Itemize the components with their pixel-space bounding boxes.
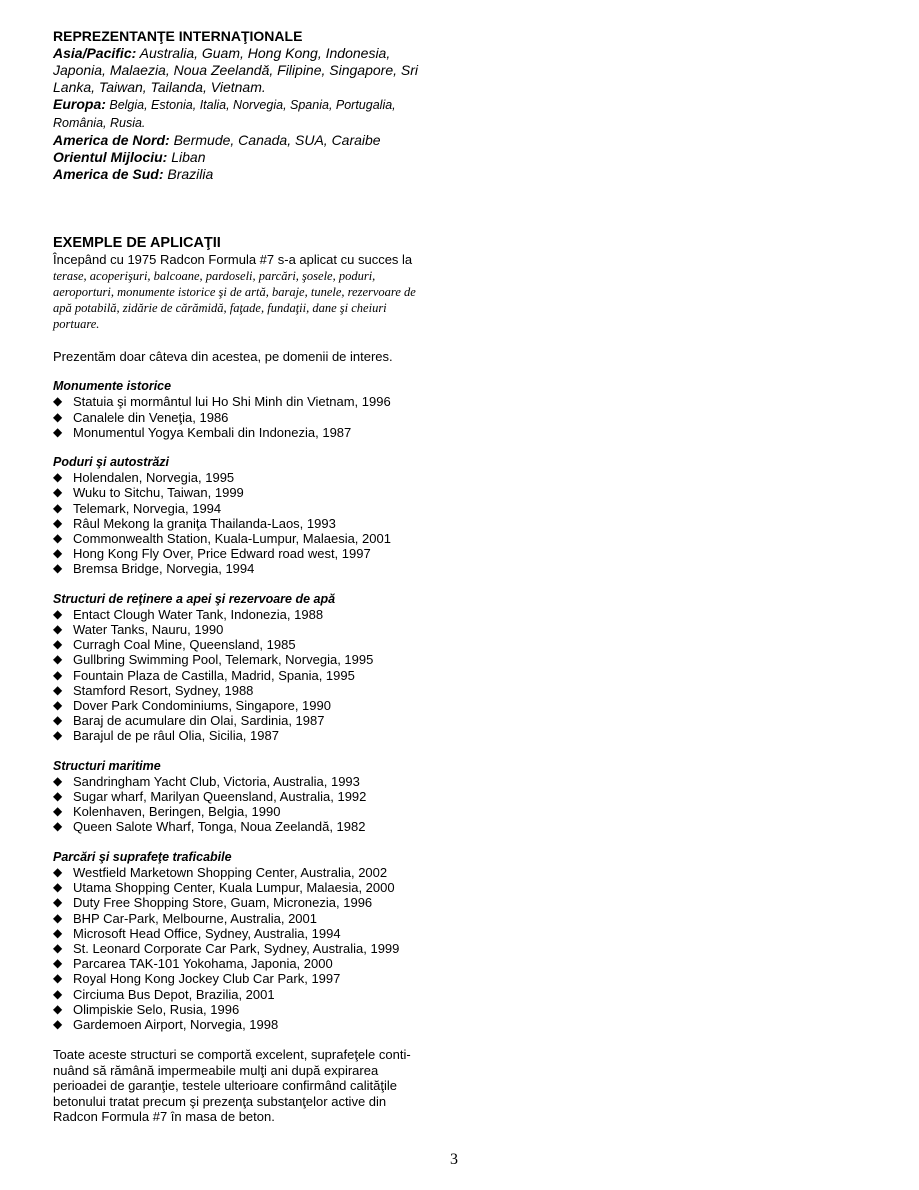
- list-item-text: Utama Shopping Center, Kuala Lumpur, Malaesia, 2000: [73, 880, 395, 896]
- list-item-text: Westfield Marketown Shopping Center, Australia, 2002: [73, 864, 388, 880]
- list-item: [53, 880, 433, 895]
- list-item: [53, 652, 433, 667]
- diamond-bullet-icon: ◆: [53, 895, 63, 910]
- page-number: 3: [450, 1151, 458, 1168]
- list-item-text: Microsoft Head Office, Sydney, Australia, 1994: [73, 925, 341, 941]
- list-item: [53, 987, 433, 1002]
- representatives-heading: REPREZENTANŢE INTERNAŢIONALE: [53, 28, 303, 44]
- diamond-bullet-icon: ◆: [53, 773, 63, 788]
- list-item-text: Monumentul Yogya Kembali din Indonezia, 1987: [73, 424, 352, 440]
- list-item-text: Curragh Coal Mine, Queensland, 1985: [73, 637, 296, 653]
- list-item: [53, 501, 433, 516]
- diamond-bullet-icon: ◆: [53, 713, 63, 728]
- rep-america-nord-label: America de Nord:: [53, 132, 170, 148]
- list-item: [53, 865, 433, 880]
- list-item: [53, 819, 433, 834]
- diamond-bullet-icon: ◆: [53, 804, 63, 819]
- list-item: [53, 410, 433, 425]
- diamond-bullet-icon: ◆: [53, 500, 63, 515]
- rep-america-sud-text: Brazilia: [163, 166, 214, 182]
- diamond-bullet-icon: ◆: [53, 956, 63, 971]
- list-item-text: Parcarea TAK-101 Yokohama, Japonia, 2000: [73, 956, 333, 972]
- category-list: [53, 774, 433, 835]
- diamond-bullet-icon: ◆: [53, 667, 63, 682]
- rep-europa-label: Europa:: [53, 96, 106, 112]
- diamond-bullet-icon: ◆: [53, 698, 63, 713]
- list-item-text: Duty Free Shopping Store, Guam, Micronezia, 1996: [73, 895, 373, 911]
- diamond-bullet-icon: ◆: [53, 394, 63, 409]
- list-item: [53, 789, 433, 804]
- list-item: [53, 956, 433, 971]
- list-item: [53, 470, 433, 485]
- list-item: [53, 804, 433, 819]
- rep-asia-text: Australia, Guam, Hong Kong, Indonesia, Japonia, Malaezia, Noua Zeelandă, Filipine, Singapore, Sri Lanka, Taiwan, Tailanda, Vietnam.: [53, 45, 418, 95]
- list-item: [53, 622, 433, 637]
- diamond-bullet-icon: ◆: [53, 424, 63, 439]
- list-item-text: Olimpiskie Selo, Rusia, 1996: [73, 1001, 240, 1017]
- list-item-text: Gardemoen Airport, Norvegia, 1998: [73, 1016, 279, 1032]
- rep-asia: [53, 45, 433, 96]
- rep-orient-text: Liban: [167, 149, 206, 165]
- list-item: [53, 698, 433, 713]
- diamond-bullet-icon: ◆: [53, 485, 63, 500]
- category-title: Parcări şi suprafeţe traficabile: [53, 849, 232, 864]
- list-item: [53, 394, 433, 409]
- diamond-bullet-icon: ◆: [53, 728, 63, 743]
- rep-orient-label: Orientul Mijlociu:: [53, 149, 168, 165]
- list-item: [53, 531, 433, 546]
- examples-heading: EXEMPLE DE APLICAŢII: [53, 235, 221, 251]
- rep-asia-label: Asia/Pacific:: [53, 45, 137, 61]
- diamond-bullet-icon: ◆: [53, 622, 63, 637]
- diamond-bullet-icon: ◆: [53, 925, 63, 940]
- list-item-text: Sandringham Yacht Club, Victoria, Australia, 1993: [73, 773, 360, 789]
- page-content: [53, 28, 433, 1125]
- rep-america-nord: [53, 132, 433, 149]
- list-item: [53, 971, 433, 986]
- list-item: [53, 546, 433, 561]
- rep-america-sud: [53, 166, 433, 183]
- list-item-text: Barajul de pe râul Olia, Sicilia, 1987: [73, 728, 279, 744]
- list-item-text: Fountain Plaza de Castilla, Madrid, Spania, 1995: [73, 667, 355, 683]
- list-item: [53, 485, 433, 500]
- rep-europa: [53, 96, 433, 132]
- diamond-bullet-icon: ◆: [53, 864, 63, 879]
- examples-intro-list: terase, acoperişuri, balcoane, pardoseli, parcări, şosele, poduri, aeroporturi, monumente istorice şi de artă, baraje, tunele, rezervoare de apă potabilă, zidărie de cărămidă, faţade, fundaţii, dane şi cheiuri portuare.: [53, 269, 416, 331]
- list-item-text: Bremsa Bridge, Norvegia, 1994: [73, 561, 255, 577]
- list-item: [53, 895, 433, 910]
- diamond-bullet-icon: ◆: [53, 409, 63, 424]
- list-item: [53, 516, 433, 531]
- diamond-bullet-icon: ◆: [53, 606, 63, 621]
- list-item-text: Water Tanks, Nauru, 1990: [73, 622, 224, 638]
- diamond-bullet-icon: ◆: [53, 531, 63, 546]
- list-item: [53, 728, 433, 743]
- list-item: [53, 425, 433, 440]
- diamond-bullet-icon: ◆: [53, 910, 63, 925]
- list-item-text: Entact Clough Water Tank, Indonezia, 1988: [73, 606, 324, 622]
- list-item: [53, 713, 433, 728]
- list-item: [53, 941, 433, 956]
- diamond-bullet-icon: ◆: [53, 652, 63, 667]
- rep-america-sud-label: America de Sud:: [53, 166, 164, 182]
- diamond-bullet-icon: ◆: [53, 515, 63, 530]
- list-item: [53, 607, 433, 622]
- category-title: Poduri şi autostrăzi: [53, 455, 169, 470]
- category-title: Structuri de reţinere a apei şi rezervoare de apă: [53, 591, 336, 606]
- list-item-text: Wuku to Sitchu, Taiwan, 1999: [73, 485, 244, 501]
- categories: [53, 379, 433, 1032]
- list-item-text: Circiuma Bus Depot, Brazilia, 2001: [73, 986, 275, 1002]
- list-item-text: Dover Park Condominiums, Singapore, 1990: [73, 698, 331, 714]
- list-item: [53, 637, 433, 652]
- list-item: [53, 668, 433, 683]
- category-title: Structuri maritime: [53, 758, 161, 773]
- category-list: [53, 394, 433, 440]
- list-item-text: Royal Hong Kong Jockey Club Car Park, 1997: [73, 971, 341, 987]
- list-item-text: Statuia şi mormântul lui Ho Shi Minh din Vietnam, 1996: [73, 394, 391, 410]
- diamond-bullet-icon: ◆: [53, 561, 63, 576]
- list-item: [53, 926, 433, 941]
- diamond-bullet-icon: ◆: [53, 986, 63, 1001]
- list-item-text: Queen Salote Wharf, Tonga, Noua Zeelandă, 1982: [73, 819, 366, 835]
- list-item: [53, 1002, 433, 1017]
- category-list: [53, 470, 433, 576]
- diamond-bullet-icon: ◆: [53, 971, 63, 986]
- list-item-text: BHP Car-Park, Melbourne, Australia, 2001: [73, 910, 317, 926]
- category-list: [53, 865, 433, 1032]
- list-item-text: Stamford Resort, Sydney, 1988: [73, 682, 254, 698]
- list-item-text: Holendalen, Norvegia, 1995: [73, 470, 235, 486]
- list-item-text: Hong Kong Fly Over, Price Edward road west, 1997: [73, 546, 371, 562]
- diamond-bullet-icon: ◆: [53, 546, 63, 561]
- diamond-bullet-icon: ◆: [53, 880, 63, 895]
- examples-present: Prezentăm doar câteva din acestea, pe domenii de interes.: [53, 349, 393, 364]
- diamond-bullet-icon: ◆: [53, 789, 63, 804]
- list-item: [53, 561, 433, 576]
- diamond-bullet-icon: ◆: [53, 682, 63, 697]
- diamond-bullet-icon: ◆: [53, 819, 63, 834]
- diamond-bullet-icon: ◆: [53, 637, 63, 652]
- list-item: [53, 774, 433, 789]
- list-item-text: Baraj de acumulare din Olai, Sardinia, 1987: [73, 713, 325, 729]
- list-item: [53, 1017, 433, 1032]
- diamond-bullet-icon: ◆: [53, 470, 63, 485]
- list-item-text: Canalele din Veneţia, 1986: [73, 409, 229, 425]
- list-item: [53, 683, 433, 698]
- rep-orient: [53, 149, 433, 166]
- category-title: Monumente istorice: [53, 379, 172, 394]
- category-list: [53, 607, 433, 744]
- diamond-bullet-icon: ◆: [53, 1001, 63, 1016]
- list-item-text: Commonwealth Station, Kuala-Lumpur, Malaesia, 2001: [73, 531, 391, 547]
- diamond-bullet-icon: ◆: [53, 1016, 63, 1031]
- list-item-text: Telemark, Norvegia, 1994: [73, 500, 222, 516]
- rep-america-nord-text: Bermude, Canada, SUA, Caraibe: [169, 132, 381, 148]
- list-item-text: Kolenhaven, Beringen, Belgia, 1990: [73, 804, 281, 820]
- list-item-text: Râul Mekong la graniţa Thailanda-Laos, 1993: [73, 515, 336, 531]
- rep-europa-text: Belgia, Estonia, Italia, Norvegia, Spania, Portugalia, România, Rusia.: [53, 98, 396, 130]
- closing-paragraph: Toate aceste structuri se comportă excelent, suprafeţele conti-nuând să rămână impermeabile mulţi ani după expirarea perioadei de garanţie, testele ulterioare confirmând calităţile betonului tratat precum şi prezenţa substanţelor active din Radcon Formula #7 în masa de beton.: [53, 1047, 411, 1125]
- list-item-text: St. Leonard Corporate Car Park, Sydney, Australia, 1999: [73, 940, 400, 956]
- examples-intro: Începând cu 1975 Radcon Formula #7 s-a aplicat cu succes la: [53, 252, 413, 267]
- diamond-bullet-icon: ◆: [53, 940, 63, 955]
- list-item-text: Sugar wharf, Marilyan Queensland, Australia, 1992: [73, 789, 367, 805]
- list-item: [53, 911, 433, 926]
- list-item-text: Gullbring Swimming Pool, Telemark, Norvegia, 1995: [73, 652, 374, 668]
